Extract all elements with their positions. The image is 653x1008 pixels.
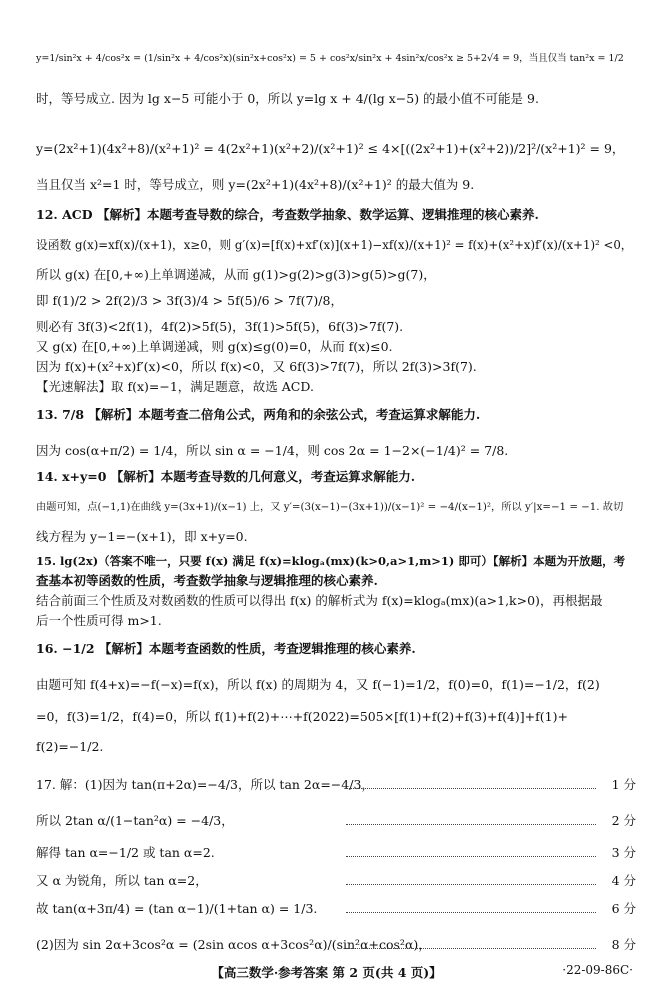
text-line: 因为 f(x)+(x²+x)f′(x)<0，所以 f(x)<0，又 6f(3)>7f(7)，所以 2f(3)>3f(7).	[36, 359, 477, 374]
solution-step: 解得 tan α=−1/2 或 tan α=2.	[36, 845, 215, 860]
solution-step: 又 α 为锐角，所以 tan α=2，	[36, 873, 208, 888]
dotted-leader	[346, 856, 596, 857]
dotted-leader	[346, 884, 596, 885]
dotted-leader	[346, 948, 596, 949]
text-line: 设函数 g(x)=xf(x)/(x+1)，x≥0，则 g′(x)=[f(x)+xf′(x)](x+1)−xf(x)/(x+1)² = f(x)+(x²+x)f′(x)/(x+1)² <0，	[36, 238, 633, 252]
text-line: 结合前面三个性质及对数函数的性质可以得出 f(x) 的解析式为 f(x)=klogₐ(mx)(a>1,k>0)，再根据最	[36, 593, 603, 608]
question-12-header: 12. ACD 【解析】本题考查导数的综合，考查数学抽象、数学运算、逻辑推理的核心素养.	[36, 207, 539, 222]
footer-code: ·22-09-86C·	[562, 963, 633, 977]
text-line: 即 f(1)/2 > 2f(2)/3 > 3f(3)/4 > 5f(5)/6 > 7f(7)/8，	[36, 293, 343, 308]
text-line: 由题可知，点(−1,1)在曲线 y=(3x+1)/(x−1) 上，又 y′=(3(x−1)−(3x+1))/(x−1)² = −4/(x−1)²，所以 y′|x=−1 = −1. 故切	[36, 501, 624, 513]
question-16-header: 16. −1/2 【解析】本题考查函数的性质，考查逻辑推理的核心素养.	[36, 641, 416, 656]
question-14-header: 14. x+y=0 【解析】本题考查导数的几何意义，考查运算求解能力.	[36, 469, 416, 484]
solution-step: 所以 2tan α/(1−tan²α) = −4/3，	[36, 813, 234, 828]
solution-step: 17. 解：(1)因为 tan(π+2α)=−4/3，所以 tan 2α=−4/3，	[36, 777, 374, 792]
text-line: =0，f(3)=1/2，f(4)=0，所以 f(1)+f(2)+⋯+f(2022)=505×[f(1)+f(2)+f(3)+f(4)]+f(1)+	[36, 709, 568, 724]
step-score: 6 分	[611, 901, 636, 916]
text-line: 因为 cos(α+π/2) = 1/4，所以 sin α = −1/4，则 cos 2α = 1−2×(−1/4)² = 7/8.	[36, 443, 509, 458]
question-13-header: 13. 7/8 【解析】本题考查二倍角公式，两角和的余弦公式，考查运算求解能力.	[36, 407, 481, 422]
text-line: y=(2x²+1)(4x²+8)/(x²+1)² = 4(2x²+1)(x²+2)/(x²+1)² ≤ 4×[((2x²+1)+(x²+2))/2]²/(x²+1)² = 9，	[36, 141, 625, 156]
text-line: 则必有 3f(3)<2f(1)，4f(2)>5f(5)，3f(1)>5f(5)，6f(3)>7f(7).	[36, 319, 404, 334]
solution-step: 故 tan(α+3π/4) = (tan α−1)/(1+tan α) = 1/3.	[36, 901, 318, 916]
dotted-leader	[346, 912, 596, 913]
text-line: 时，等号成立. 因为 lg x−5 可能小于 0，所以 y=lg x + 4/(lg x−5) 的最小值不可能是 9.	[36, 91, 539, 106]
text-line: 所以 g(x) 在[0,+∞)上单调递减，从而 g(1)>g(2)>g(3)>g(5)>g(7)，	[36, 267, 436, 282]
text-line: f(2)=−1/2.	[36, 739, 104, 754]
step-score: 2 分	[611, 813, 636, 828]
footer-page-info: 【高三数学·参考答案 第 2 页(共 4 页)】	[211, 965, 442, 980]
step-score: 3 分	[611, 845, 636, 860]
question-15-header: 15. lg(2x)（答案不唯一，只要 f(x) 满足 f(x)=klogₐ(mx)(k>0,a>1,m>1) 即可）【解析】本题为开放题，考	[36, 554, 626, 568]
dotted-leader	[346, 824, 596, 825]
text-line: 又 g(x) 在[0,+∞)上单调递减，则 g(x)≤g(0)=0，从而 f(x)≤0.	[36, 339, 393, 354]
solution-step: (2)因为 sin 2α+3cos²α = (2sin αcos α+3cos²α)/(sin²α+cos²α)，	[36, 937, 431, 952]
text-line: 查基本初等函数的性质，考查数学抽象与逻辑推理的核心素养.	[36, 573, 378, 588]
dotted-leader	[346, 788, 596, 789]
text-line: 线方程为 y−1=−(x+1)，即 x+y=0.	[36, 529, 248, 544]
text-line: 后一个性质可得 m>1.	[36, 613, 162, 628]
text-line: 【光速解法】取 f(x)=−1，满足题意，故选 ACD.	[36, 379, 314, 394]
step-score: 1 分	[611, 777, 636, 792]
page-footer	[0, 963, 653, 985]
step-score: 4 分	[611, 873, 636, 888]
text-line: 当且仅当 x²=1 时，等号成立，则 y=(2x²+1)(4x²+8)/(x²+1)² 的最大值为 9.	[36, 177, 475, 192]
text-line: y=1/sin²x + 4/cos²x = (1/sin²x + 4/cos²x)(sin²x+cos²x) = 5 + cos²x/sin²x + 4sin²x/cos²x ≥ 5+2√4 = 9，当且仅当 tan²x = 1/2	[36, 53, 624, 64]
text-line: 由题可知 f(4+x)=−f(−x)=f(x)，所以 f(x) 的周期为 4，又 f(−1)=1/2，f(0)=0，f(1)=−1/2，f(2)	[36, 677, 600, 692]
step-score: 8 分	[611, 937, 636, 952]
